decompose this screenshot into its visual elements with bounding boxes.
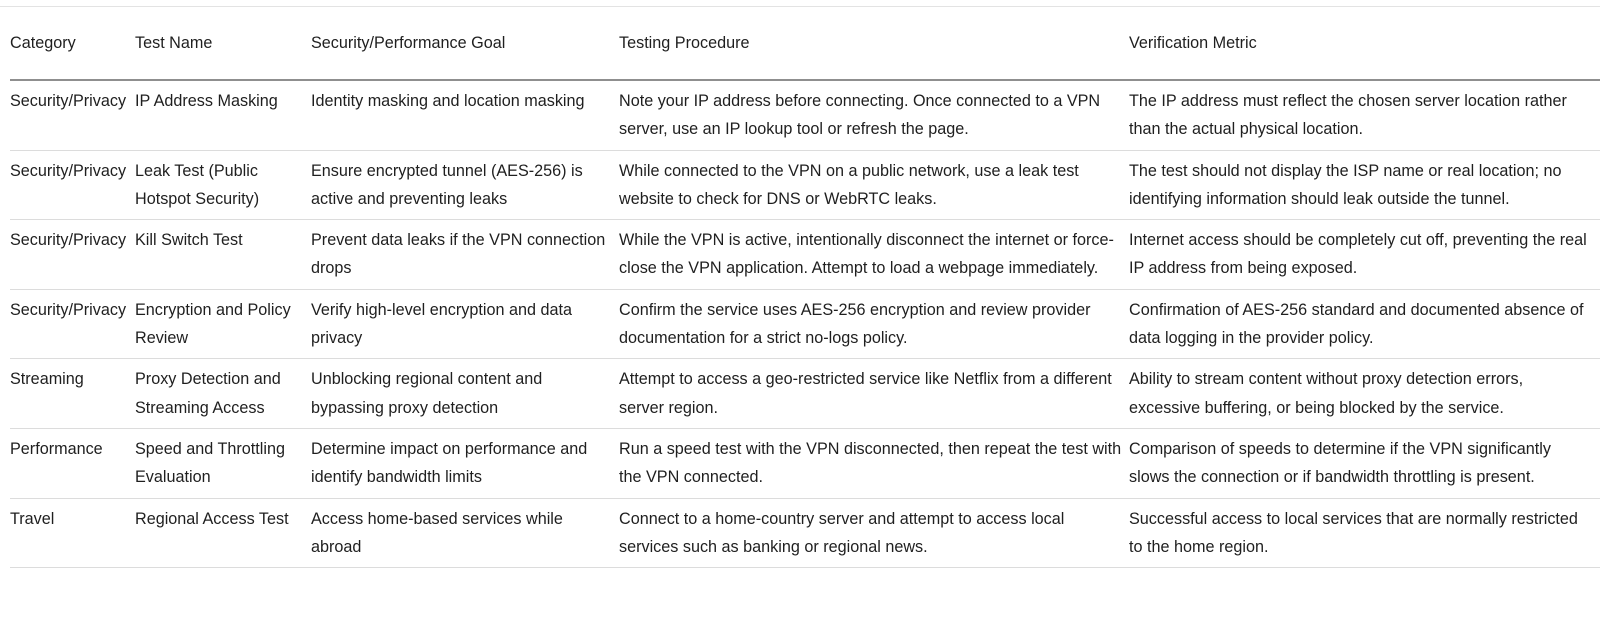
metric-text: Comparison of speeds to determine if the VPN significantly slows the connection or if bandwidth throttling is present. (1129, 439, 1551, 487)
test-name-text: Encryption and Policy Review (135, 300, 291, 348)
header-test-name: Test Name (135, 7, 311, 80)
goal-text: Determine impact on performance and identify bandwidth limits (311, 439, 588, 487)
procedure-cell (619, 498, 1129, 568)
header-category: Category (10, 7, 135, 80)
goal-cell (311, 80, 619, 150)
goal-cell (311, 220, 619, 290)
header-metric: Verification Metric (1129, 7, 1600, 80)
metric-text: Ability to stream content without proxy detection errors, excessive buffering, or being blocked by the service. (1129, 370, 1524, 417)
procedure-text: Connect to a home-country server and attempt to access local services such as banking or regional news. (619, 509, 1065, 556)
category-text: Security/Privacy (10, 300, 127, 319)
goal-cell (311, 289, 619, 359)
test-name-text: Speed and Throttling Evaluation (135, 439, 285, 487)
goal-text: Prevent data leaks if the VPN connection drops (311, 231, 606, 278)
table-header (10, 7, 1600, 80)
category-cell (10, 289, 135, 359)
goal-text: Identity masking and location masking (311, 92, 585, 110)
category-text: Performance (10, 439, 103, 458)
category-cell (10, 150, 135, 220)
metric-text: The IP address must reflect the chosen server location rather than the actual physical location. (1129, 92, 1567, 139)
category-text: Security/Privacy (10, 161, 127, 180)
metric-text: Internet access should be completely cut off, preventing the real IP address from being exposed. (1129, 231, 1587, 278)
test-name-text: Leak Test (Public Hotspot Security) (135, 161, 260, 208)
test-name-cell (135, 498, 311, 568)
metric-text: Confirmation of AES-256 standard and documented absence of data logging in the provider policy. (1129, 300, 1584, 348)
test-name-cell (135, 359, 311, 429)
metric-cell (1129, 428, 1600, 498)
test-name-cell (135, 289, 311, 359)
table-row (10, 498, 1600, 568)
test-name-text: IP Address Masking (135, 92, 278, 110)
metric-cell (1129, 150, 1600, 220)
header-procedure: Testing Procedure (619, 7, 1129, 80)
procedure-cell (619, 150, 1129, 220)
goal-cell (311, 428, 619, 498)
test-name-cell (135, 428, 311, 498)
category-cell (10, 359, 135, 429)
category-cell (10, 498, 135, 568)
table-row (10, 359, 1600, 429)
category-cell (10, 80, 135, 150)
procedure-cell (619, 359, 1129, 429)
category-cell (10, 428, 135, 498)
procedure-text: Note your IP address before connecting. Once connected to a VPN server, use an IP lookup tool or refresh the page. (619, 92, 1101, 139)
category-text: Security/Privacy (10, 92, 127, 110)
metric-text: Successful access to local services that are normally restricted to the home region. (1129, 509, 1578, 556)
header-row (10, 7, 1600, 80)
procedure-cell (619, 428, 1129, 498)
category-text: Travel (10, 509, 55, 528)
table-row (10, 428, 1600, 498)
header-goal: Security/Performance Goal (311, 7, 619, 80)
table-row (10, 80, 1600, 150)
test-name-text: Kill Switch Test (135, 231, 243, 250)
goal-text: Verify high-level encryption and data privacy (311, 300, 572, 348)
metric-cell (1129, 498, 1600, 568)
goal-cell (311, 150, 619, 220)
test-name-text: Proxy Detection and Streaming Access (135, 370, 281, 417)
procedure-text: While the VPN is active, intentionally disconnect the internet or force-close the VPN application. Attempt to load a webpage immediately. (619, 231, 1114, 278)
goal-text: Unblocking regional content and bypassing proxy detection (311, 370, 543, 417)
test-name-cell (135, 220, 311, 290)
procedure-cell (619, 80, 1129, 150)
procedure-text: While connected to the VPN on a public network, use a leak test website to check for DNS or WebRTC leaks. (619, 161, 1079, 208)
vpn-test-table (10, 7, 1600, 568)
goal-text: Ensure encrypted tunnel (AES-256) is active and preventing leaks (311, 161, 583, 208)
metric-cell (1129, 80, 1600, 150)
test-name-cell (135, 150, 311, 220)
table-row (10, 150, 1600, 220)
goal-cell (311, 498, 619, 568)
procedure-text: Run a speed test with the VPN disconnected, then repeat the test with the VPN connected. (619, 439, 1122, 487)
metric-cell (1129, 220, 1600, 290)
table-row (10, 220, 1600, 290)
category-text: Security/Privacy (10, 231, 127, 250)
goal-cell (311, 359, 619, 429)
category-cell (10, 220, 135, 290)
procedure-cell (619, 289, 1129, 359)
goal-text: Access home-based services while abroad (311, 509, 563, 556)
table-body (10, 80, 1600, 568)
test-name-text: Regional Access Test (135, 509, 289, 528)
procedure-text: Attempt to access a geo-restricted service like Netflix from a different server region. (619, 370, 1112, 417)
metric-cell (1129, 289, 1600, 359)
procedure-cell (619, 220, 1129, 290)
test-name-cell (135, 80, 311, 150)
metric-text: The test should not display the ISP name or real location; no identifying information should leak outside the tunnel. (1129, 161, 1562, 208)
metric-cell (1129, 359, 1600, 429)
category-text: Streaming (10, 370, 84, 389)
procedure-text: Confirm the service uses AES-256 encryption and review provider documentation for a strict no-logs policy. (619, 300, 1091, 348)
table-row (10, 289, 1600, 359)
